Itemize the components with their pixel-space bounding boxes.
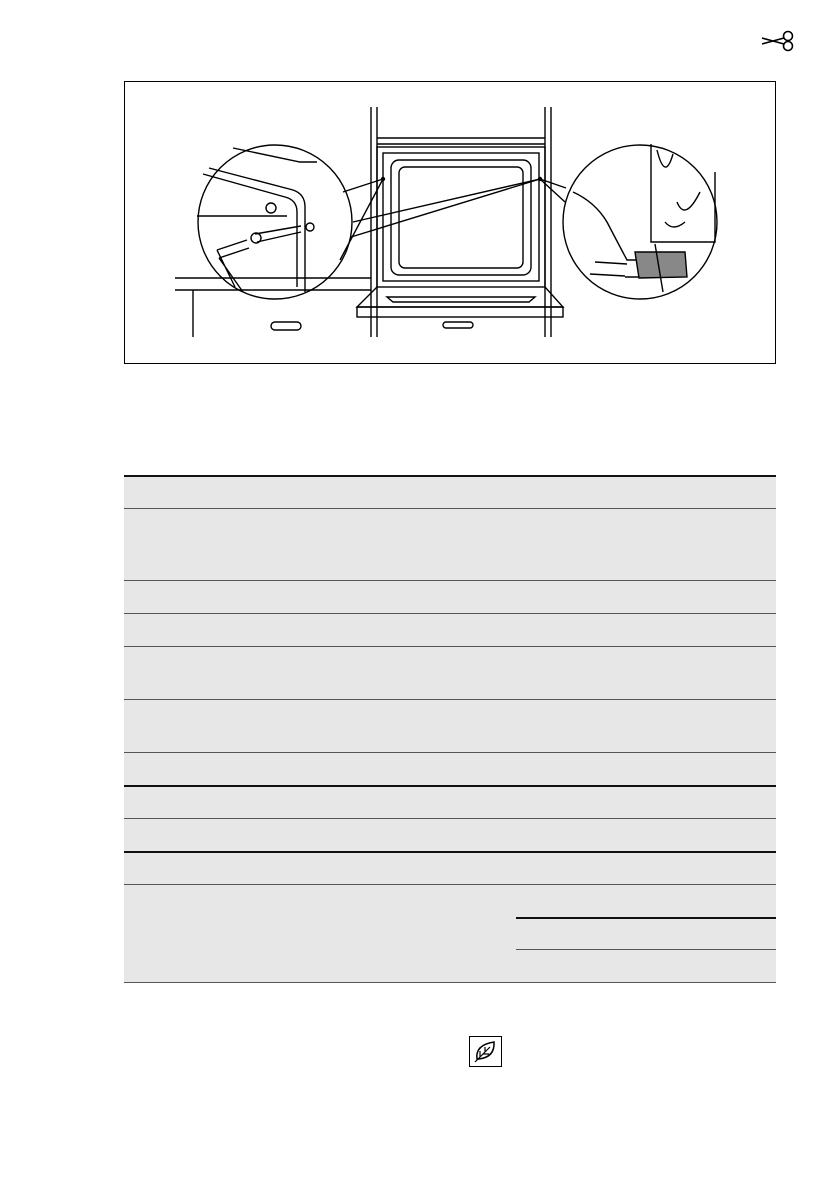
table-row: [124, 699, 776, 752]
table-row: [124, 475, 776, 508]
specification-table: [124, 475, 776, 982]
sub-row: [516, 949, 776, 982]
table-row: [124, 785, 776, 818]
sub-row: [516, 917, 776, 949]
table-row: [124, 646, 776, 699]
table-bottom-rule: [124, 982, 776, 983]
table-row: [124, 884, 776, 982]
table-row: [124, 851, 776, 884]
table-row: [124, 752, 776, 785]
installation-figure: [124, 81, 776, 364]
scissors-icon: [760, 30, 796, 52]
table-row: [124, 508, 776, 580]
table-row: [124, 580, 776, 613]
table-row: [124, 818, 776, 851]
table-row: [124, 613, 776, 646]
leaf-icon: [469, 1036, 502, 1067]
